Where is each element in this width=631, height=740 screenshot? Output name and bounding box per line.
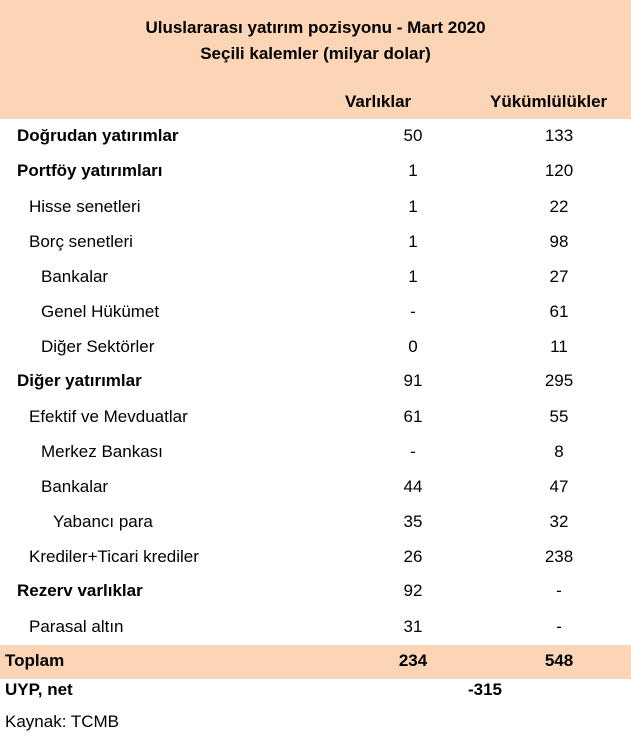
- row-label: Bankalar: [41, 267, 109, 286]
- row-label: Bankalar: [41, 477, 109, 496]
- table-row-banks-deposits: [0, 477, 631, 512]
- table-title: Uluslararası yatırım pozisyonu - Mart 2020: [145, 18, 486, 37]
- table-row-other-sectors: [0, 337, 631, 372]
- row-assets-value: -: [410, 442, 416, 461]
- table-row-loans-trade-credits: [0, 547, 631, 582]
- table-row-general-government: [0, 302, 631, 337]
- row-label: Parasal altın: [29, 617, 124, 636]
- table-subtitle: Seçili kalemler (milyar dolar): [200, 44, 431, 63]
- table-row-portfolio-investment: [0, 161, 631, 196]
- row-label: Portföy yatırımları: [17, 161, 163, 180]
- table-row-debt-securities: [0, 232, 631, 267]
- row-liabilities-value: 8: [554, 442, 564, 461]
- table-row-equity-securities: [0, 197, 631, 232]
- table-row-direct-investment: [0, 126, 631, 161]
- row-assets-value: 1: [408, 197, 418, 216]
- row-assets-value: 26: [403, 547, 423, 566]
- row-label: Hisse senetleri: [29, 197, 141, 216]
- net-position-value: -315: [467, 680, 503, 699]
- row-assets-value: 44: [403, 477, 423, 496]
- row-liabilities-value: -: [556, 581, 562, 600]
- row-label: Yabancı para: [53, 512, 153, 531]
- total-assets-value: 234: [398, 651, 428, 670]
- row-assets-value: 1: [408, 161, 418, 180]
- row-label: Borç senetleri: [29, 232, 133, 251]
- row-liabilities-value: 238: [544, 547, 574, 566]
- source-note: Kaynak: TCMB: [5, 712, 120, 731]
- row-liabilities-value: 22: [549, 197, 569, 216]
- row-liabilities-value: 120: [544, 161, 574, 180]
- row-assets-value: -: [410, 302, 416, 321]
- row-label: Genel Hükümet: [41, 302, 160, 321]
- row-assets-value: 31: [403, 617, 423, 636]
- table-row-foreign-currency: [0, 512, 631, 547]
- table-row-central-bank: [0, 442, 631, 477]
- net-position-label: UYP, net: [5, 680, 73, 699]
- table-row-total: [0, 651, 631, 686]
- row-label: Diğer yatırımlar: [17, 371, 142, 390]
- row-liabilities-value: -: [556, 617, 562, 636]
- column-header-liabilities: Yükümlülükler: [490, 92, 608, 111]
- row-assets-value: 91: [403, 371, 423, 390]
- row-liabilities-value: 55: [549, 407, 569, 426]
- row-liabilities-value: 11: [550, 337, 568, 356]
- table-row-reserve-assets: [0, 581, 631, 616]
- row-assets-value: 50: [403, 126, 423, 145]
- table-row-banks: [0, 267, 631, 302]
- row-liabilities-value: 295: [544, 371, 574, 390]
- column-header-assets: Varlıklar: [345, 92, 412, 111]
- row-label: Doğrudan yatırımlar: [17, 126, 179, 145]
- row-label: Krediler+Ticari krediler: [29, 547, 199, 566]
- row-assets-value: 0: [408, 337, 418, 356]
- row-liabilities-value: 32: [549, 512, 569, 531]
- row-liabilities-value: 61: [549, 302, 569, 321]
- row-liabilities-value: 27: [549, 267, 569, 286]
- row-liabilities-value: 47: [549, 477, 569, 496]
- row-label: Merkez Bankası: [41, 442, 163, 461]
- row-assets-value: 35: [403, 512, 423, 531]
- row-assets-value: 1: [408, 232, 418, 251]
- row-assets-value: 1: [408, 267, 418, 286]
- total-label: Toplam: [5, 651, 65, 670]
- row-assets-value: 92: [403, 581, 423, 600]
- table-row-other-investment: [0, 371, 631, 406]
- row-liabilities-value: 133: [544, 126, 574, 145]
- row-label: Rezerv varlıklar: [17, 581, 143, 600]
- row-assets-value: 61: [403, 407, 423, 426]
- row-label: Efektif ve Mevduatlar: [29, 407, 188, 426]
- table-row-currency-deposits: [0, 407, 631, 442]
- row-label: Diğer Sektörler: [41, 337, 155, 356]
- total-liabilities-value: 548: [544, 651, 574, 670]
- row-liabilities-value: 98: [549, 232, 569, 251]
